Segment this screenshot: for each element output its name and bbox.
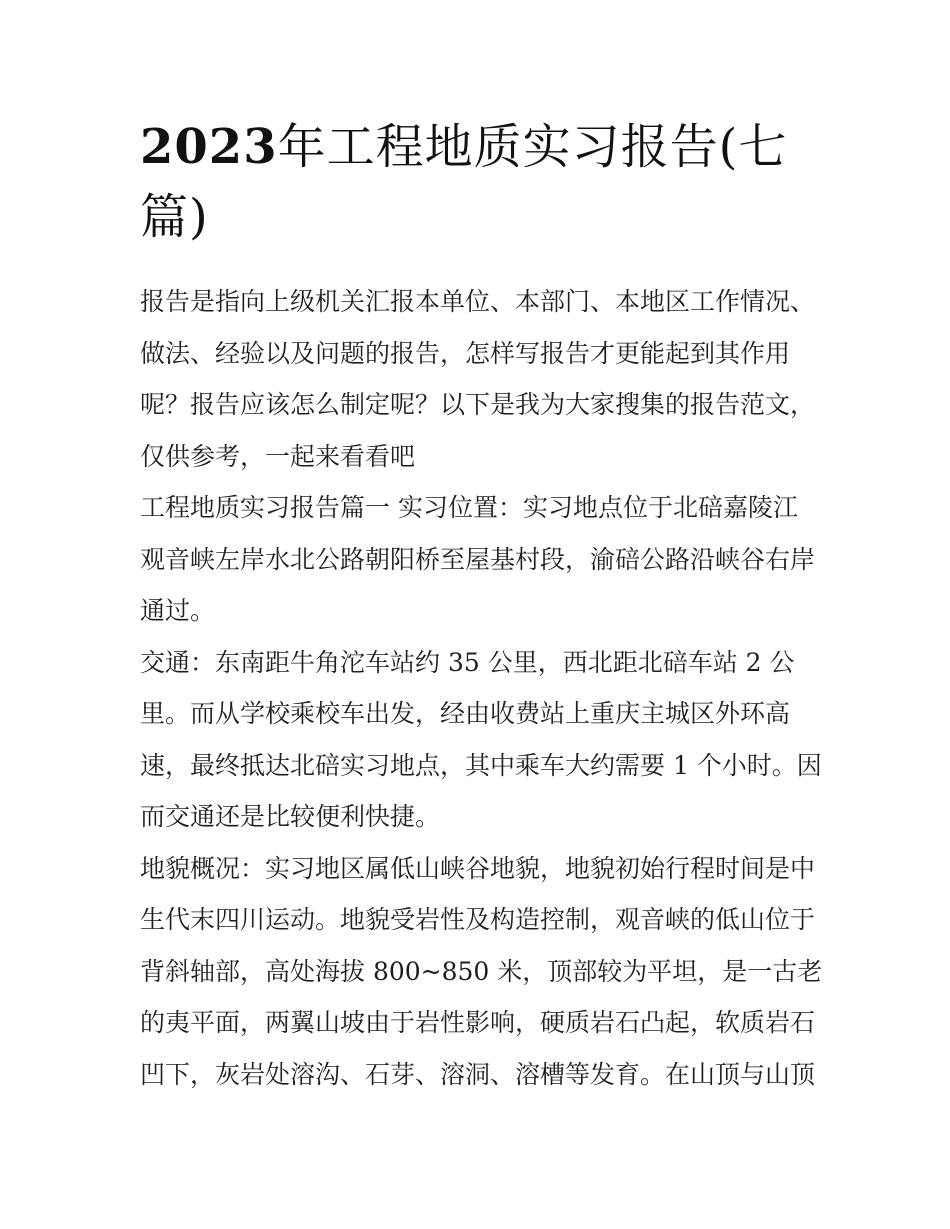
text-line: 的夷平面，两翼山坡由于岩性影响，硬质岩石凸起，软质岩石 [140,1008,816,1037]
text-line: 交通：东南距牛角沱车站约 35 公里，西北距北碚车站 2 公 [140,647,795,677]
document-content [140,112,823,1100]
text-line: 背斜轴部，高处海拔 800~850 米，顶部较为平坦，是一古老 [140,956,823,986]
title-text: 年工程地质实习报告(七 [277,119,788,175]
text-line: 呢？报告应该怎么制定呢？以下是我为大家搜集的报告范文， [140,390,816,419]
text-line: 工程地质实习报告篇一 实习位置：实习地点位于北碚嘉陵江 [140,493,798,522]
paragraph-traffic [140,637,820,843]
text-line: 报告是指向上级机关汇报本单位、本部门、本地区工作情况、 [140,287,816,316]
text-line: 而交通还是比较便利快捷。 [140,802,441,831]
paragraph-location [140,482,820,637]
text-line: 做法、经验以及问题的报告，怎样写报告才更能起到其作用 [140,338,791,368]
title-line-1 [140,112,820,182]
title-line-2: 篇) [140,189,209,245]
title-year: 2023 [140,119,278,175]
text-line: 地貌概况：实习地区属低山峡谷地貌，地貌初始行程时间是中 [140,853,816,883]
text-line: 速，最终抵达北碚实习地点，其中乘车大约需要 1 个小时。因 [140,750,822,780]
text-line: 仅供参考，一起来看看吧 [140,441,416,471]
paragraph-landform [140,843,823,1101]
text-line: 凹下，灰岩处溶沟、石芽、溶洞、溶槽等发育。在山顶与山顶 [140,1059,816,1089]
text-line: 观音峡左岸水北公路朝阳桥至屋基村段，渝碚公路沿峡谷右岸 [140,544,816,574]
text-line: 通过。 [140,596,216,625]
paragraph-intro [140,276,820,482]
text-line: 里。而从学校乘校车出发，经由收费站上重庆主城区外环高 [140,699,791,728]
document-title [140,112,820,252]
text-line: 生代末四川运动。地貌受岩性及构造控制，观音峡的低山位于 [140,905,816,934]
